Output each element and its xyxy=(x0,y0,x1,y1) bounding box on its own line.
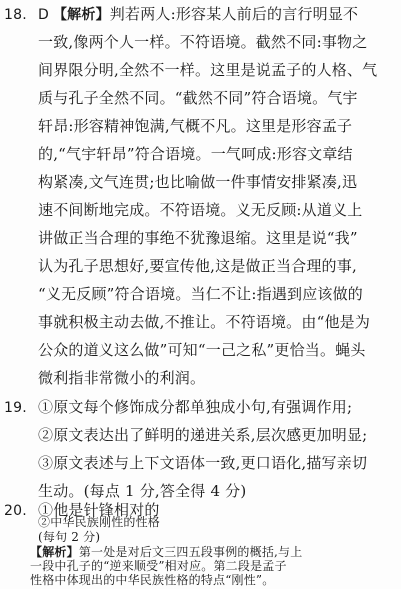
q18-line-5 xyxy=(0,112,401,140)
q18-text: 微利指非常微小的利润。 xyxy=(38,369,206,387)
q18-answer: D xyxy=(38,7,49,23)
q18-text: 讲做正当合理的事绝不犹豫退缩。这里是说“我” xyxy=(38,229,358,247)
q18-text: 轩昂:形容精神饱满,气概不凡。这里是形容孟子 xyxy=(38,117,353,135)
q18-line-7 xyxy=(0,168,401,196)
q18-analysis-tag: 【解析】 xyxy=(52,7,110,23)
q18-text: 的,“气宇轩昂”符合语境。一气呵成:形容文章结 xyxy=(38,145,353,163)
q20-line-6 xyxy=(0,573,401,588)
q20-text: 第一处是对后文三四五段事例的概括,与上 xyxy=(78,545,303,559)
q19-line-2 xyxy=(0,421,401,449)
q19-line-3 xyxy=(0,449,401,477)
q20-line-3 xyxy=(0,529,401,545)
q18-line-3 xyxy=(0,56,401,84)
q20-line-5 xyxy=(0,559,401,574)
q20-line-4 xyxy=(0,544,401,560)
q18-text: 间界限分明,全然不一样。这里是说孟子的人格、气 xyxy=(38,61,378,79)
q19-text: 生动。(每点 1 分,答全得 4 分) xyxy=(38,482,247,500)
q20-text: ②中华民族刚性的性格 xyxy=(38,515,161,529)
q20-text: 性格中体现出的中华民族性格的特点“刚性”。 xyxy=(30,573,275,587)
q18-text: 质与孔子全然不同。“截然不同”符合语境。气宇 xyxy=(38,89,358,107)
q18-text: “义无反顾”符合语境。当仁不让:指遇到应该做的 xyxy=(38,285,363,303)
q20-text: (每句 2 分) xyxy=(38,530,101,544)
q18-line-9 xyxy=(0,224,401,252)
q19-text: ③原文表述与上下文语体一致,更口语化,描写亲切 xyxy=(38,454,368,472)
q20-analysis-tag: 【解析】 xyxy=(30,545,79,559)
q19-text: ①原文每个修饰成分都单独成小句,有强调作用; xyxy=(38,398,353,416)
q18-text: 速不间断地完成。不符语境。义无反顾:从道义上 xyxy=(38,201,363,219)
q18-line-8 xyxy=(0,196,401,224)
q18-line-10 xyxy=(0,252,401,280)
q18-text: 判若两人:形容某人前后的言行明显不 xyxy=(109,5,359,23)
q20-number: 20. xyxy=(4,503,27,519)
q18-text: 构紧凑,文气连贯;也比喻做一件事情安排紧凑,迅 xyxy=(38,173,358,191)
q18-line-4 xyxy=(0,84,401,112)
q18-line-11 xyxy=(0,280,401,308)
q19-text: ②原文表达出了鲜明的递进关系,层次感更加明显; xyxy=(38,426,368,444)
q18-line-6 xyxy=(0,140,401,168)
q20-text: ①他是针锋相对的 xyxy=(38,501,160,519)
q20-text: 一段中孔子的“逆来顺受”相对应。第二段是孟子 xyxy=(30,559,287,573)
q19-number: 19. xyxy=(4,400,27,416)
q18-line-2 xyxy=(0,28,401,56)
q20-line-2 xyxy=(0,514,401,530)
q19-line-1 xyxy=(0,393,401,421)
q18-text: 公众的道义这么做”可知“一己之私”更恰当。蝇头 xyxy=(38,341,366,359)
q18-line-14 xyxy=(0,364,401,392)
q18-text: 事就积极主动去做,不推让。不符语境。由“他是为 xyxy=(38,313,371,331)
q18-line-1 xyxy=(0,0,401,28)
q18-number: 18. xyxy=(4,7,27,23)
q18-text: 一致,像两个人一样。不符语境。截然不同:事物之 xyxy=(38,33,368,51)
q18-line-12 xyxy=(0,308,401,336)
q18-line-13 xyxy=(0,336,401,364)
q18-text: 认为孔子思想好,要宣传他,这是做正当合理的事, xyxy=(38,257,357,275)
